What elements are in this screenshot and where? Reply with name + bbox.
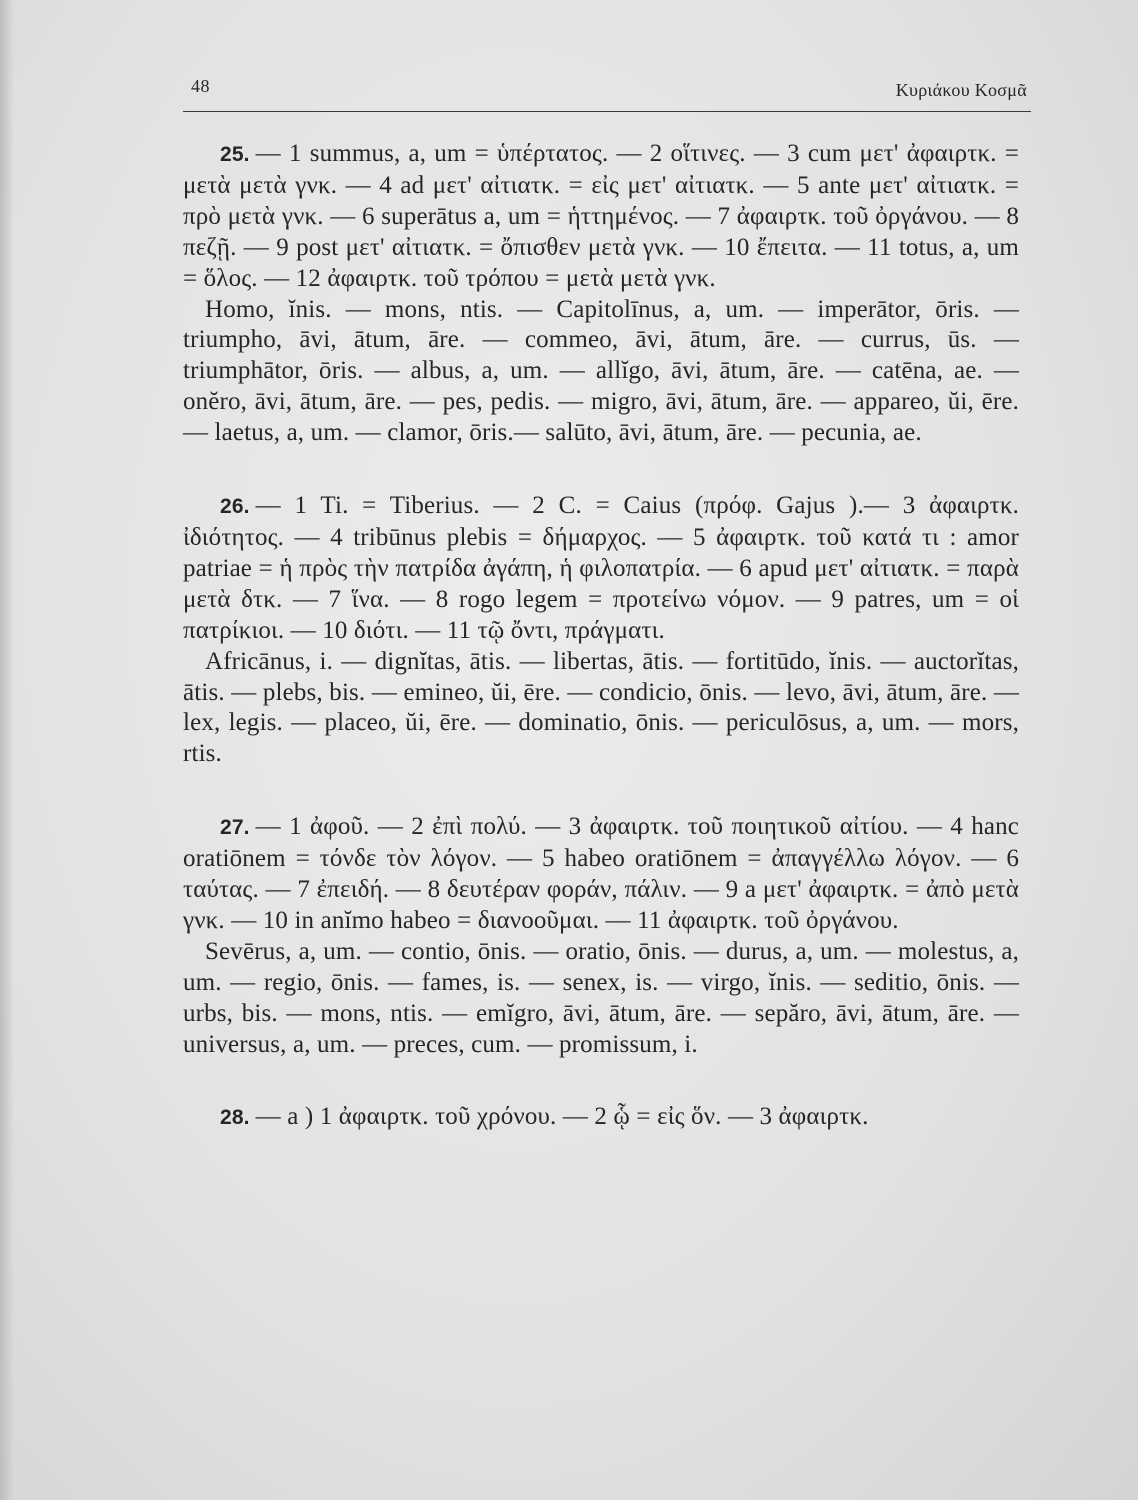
section-number: 28. (220, 1106, 250, 1130)
section-notes (183, 812, 1019, 937)
notes-text: — 1 ἀφοῦ. — 2 ἐπὶ πολύ. — 3 ἀφαιρτκ. τοῦ ποιητικοῦ αἰτίου. — 4 hanc oratiōnem = τόνδε τὸν λόγον. — 5 habeo oratiōnem = ἀπαγγέλλω λόγον. — 6 ταύτας. — 7 ἐπειδή. — 8 δευτέραν φοράν, πάλιν. — 9 a μετ' ἀφαιρτκ. = ἀπὸ μετὰ γνκ. — 10 in anĭmo habeo = διανοοῦμαι. — 11 ἀφαιρτκ. τοῦ ὀργάνου. (183, 813, 1019, 934)
section-26 (183, 491, 1019, 770)
notes-text: — a ) 1 ἀφαιρτκ. τοῦ χρόνου. — 2 ᾧ = εἰς ὅν. — 3 ἀφαιρτκ. (255, 1103, 869, 1131)
page-body (183, 139, 1019, 1176)
section-notes (183, 139, 1019, 295)
notes-text: — 1 Ti. = Tiberius. — 2 C. = Caius (πρόφ. Gajus ).— 3 ἀφαιρτκ. ἰδιότητος. — 4 tribūnus plebis = δήμαρχος. — 5 ἀφαιρτκ. τοῦ κατά τι : amor patriae = ἡ πρὸς τὴν πατρίδα ἀγάπη, ἡ φιλοπατρία. — 6 apud μετ' αἰτιατκ. = παρὰ μετὰ δτκ. — 7 ἵνα. — 8 rogo legem = προτείνω νόμον. — 9 patres, um = οἱ πατρίκιοι. — 10 διότι. — 11 τῷ ὄντι, πράγματι. (183, 492, 1019, 644)
section-number: 26. (220, 495, 250, 519)
page-number: 48 (191, 76, 210, 96)
section-25 (183, 139, 1019, 449)
vocabulary-list: Homo, ĭnis. — mons, ntis. — Capitolīnus, a, um. — imperātor, ōris. — triumpho, āvi, ātum, āre. — commeo, āvi, ātum, āre. — currus, ūs. — triumphātor, ōris. — albus, a, um. — allĭgo, āvi, ātum, āre. — catēna, ae. — onĕro, āvi, ātum, āre. — pes, pedis. — migro, āvi, ātum, āre. — appareo, ŭi, ēre. — laetus, a, um. — clamor, ōris.— salūto, āvi, ātum, āre. — pecunia, ae. (183, 295, 1019, 447)
notes-text: — 1 summus, a, um = ὑπέρτατος. — 2 οἵτινες. — 3 cum μετ' ἀφαιρτκ. = μετὰ μετὰ γνκ. — 4 ad μετ' αἰτιατκ. = εἰς μετ' αἰτιατκ. — 5 ante μετ' αἰτιατκ. = πρὸ μετὰ γνκ. — 6 superātus a, um = ἡττημένος. — 7 ἀφαιρτκ. τοῦ ὀργάνου. — 8 πεζῇ. — 9 post μετ' αἰτιατκ. = ὄπισθεν μετὰ γνκ. — 10 ἔπειτα. — 11 totus, a, um = ὅλος. — 12 ἀφαιρτκ. τοῦ τρόπου = μετὰ μετὰ γνκ. (183, 140, 1019, 292)
vocabulary-list: Africānus, i. — dignĭtas, ātis. — libertas, ātis. — fortitūdo, ĭnis. — auctorĭtas, ātis. — plebs, bis. — emineo, ŭi, ēre. — condicio, ōnis. — levo, āvi, ātum, āre. — lex, legis. — placeo, ŭi, ēre. — dominatio, ōnis. — periculōsus, a, um. — mors, rtis. (183, 647, 1019, 768)
section-number: 25. (220, 143, 250, 166)
running-title: Κυριάκου Κοσμᾶ (895, 80, 1027, 100)
header-rule (183, 111, 1031, 112)
vocabulary-list: Sevērus, a, um. — contio, ōnis. — oratio, ōnis. — durus, a, um. — molestus, a, um. — regio, ōnis. — fames, is. — senex, is. — virgo, ĭnis. — seditio, ōnis. — urbs, bis. — mons, ntis. — emĭgro, āvi, ātum, āre. — sepăro, āvi, ātum, āre. — universus, a, um. — preces, cum. — promissum, i. (183, 937, 1019, 1058)
page-edge-shadow (0, 0, 14, 1500)
section-notes (183, 1102, 1019, 1134)
section-28 (183, 1102, 1019, 1134)
section-number: 27. (220, 816, 250, 840)
page-header (183, 74, 1031, 112)
section-notes (183, 491, 1019, 647)
section-27 (183, 812, 1019, 1060)
